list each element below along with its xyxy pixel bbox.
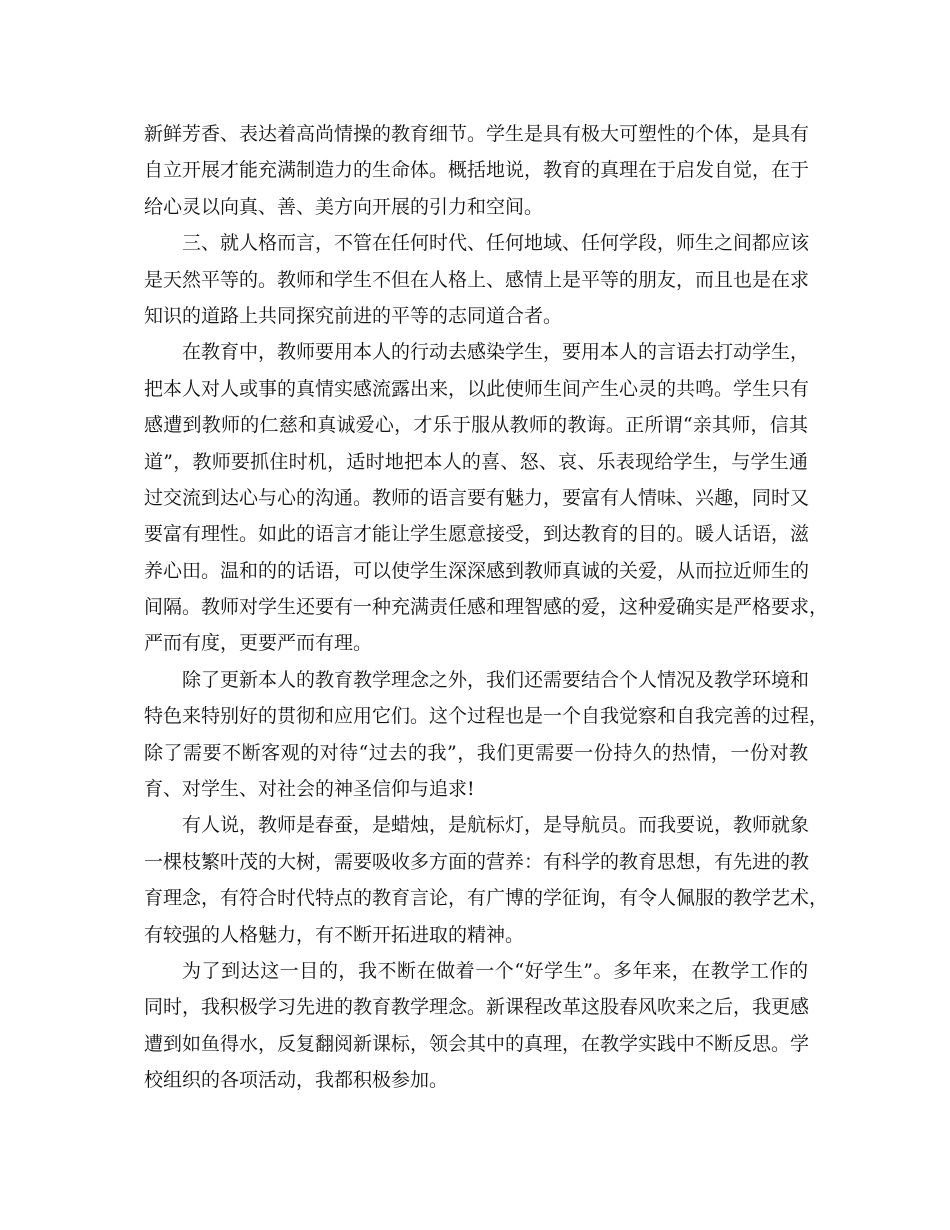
text-line: 除了需要不断客观的对待“过去的我”，我们更需要一份持久的热情，一份对教 <box>144 741 808 764</box>
text-line: 是天然平等的。教师和学生不但在人格上、感情上是平等的朋友，而且也是在求 <box>144 268 810 291</box>
text-line: 知识的道路上共同探究前进的平等的志同道合者。 <box>144 304 563 327</box>
text-line: 一棵枝繁叶茂的大树，需要吸收多方面的营养：有科学的教育思想，有先进的教 <box>144 850 810 873</box>
paragraph <box>144 662 829 808</box>
text-line: 要富有理性。如此的语言才能让学生愿意接受，到达教育的目的。暖人话语，滋 <box>144 523 810 546</box>
paragraph <box>144 225 808 334</box>
paragraph <box>144 116 808 225</box>
text-line: 三、就人格而言，不管在任何时代、任何地域、任何学段，师生之间都应该 <box>182 232 810 255</box>
text-line: 特色来特别好的贯彻和应用它们。这个过程也是一个自我觉察和自我完善的过程， <box>144 705 829 728</box>
text-line: 养心田。温和的的话语，可以使学生深深感到教师真诚的关爱，从而拉近师生的 <box>144 559 810 582</box>
text-line: 遭到如鱼得水，反复翻阅新课标，领会其中的真理，在教学实践中不断反思。学 <box>144 1032 810 1055</box>
text-line: 育、对学生、对社会的神圣信仰与追求! <box>144 778 475 801</box>
paragraph <box>144 807 829 953</box>
text-line: 间隔。教师对学生还要有一种充满责任感和理智感的爱，这种爱确实是严格要求， <box>144 596 829 619</box>
text-line: 校组织的各项活动，我都积极参加。 <box>144 1069 449 1092</box>
document-body <box>144 116 829 1099</box>
text-line: 为了到达这一目的，我不断在做着一个“好学生”。多年来，在教学工作的 <box>182 959 808 982</box>
text-line: 把本人对人或事的真情实感流露出来，以此使师生间产生心灵的共鸣。学生只有 <box>144 377 810 400</box>
text-line: 过交流到达心与心的沟通。教师的语言要有魅力，要富有人情味、兴趣，同时又 <box>144 486 810 509</box>
text-line: 有较强的人格魅力，有不断开拓进取的精神。 <box>144 923 525 946</box>
paragraph <box>144 334 829 662</box>
text-line: 在教育中，教师要用本人的行动去感染学生，要用本人的言语去打动学生， <box>182 341 810 364</box>
text-line: 除了更新本人的教育教学理念之外，我们还需要结合个人情况及教学环境和 <box>182 668 810 691</box>
paragraph <box>144 953 808 1099</box>
text-line: 感遭到教师的仁慈和真诚爱心，才乐于服从教师的教诲。正所谓“亲其师，信其 <box>144 414 808 437</box>
text-line: 有人说，教师是春蚕，是蜡烛，是航标灯，是导航员。而我要说，教师就象 <box>182 814 810 837</box>
text-line: 道”，教师要抓住时机，适时地把本人的喜、怒、哀、乐表现给学生，与学生通 <box>144 450 808 473</box>
text-line: 育理念，有符合时代特点的教育言论，有广博的学征询，有令人佩服的教学艺术， <box>144 887 829 910</box>
text-line: 给心灵以向真、善、美方向开展的引力和空间。 <box>144 195 544 218</box>
text-line: 新鲜芳香、表达着高尚情操的教育细节。学生是具有极大可塑性的个体，是具有 <box>144 123 810 145</box>
text-line: 严而有度，更要严而有理。 <box>144 632 373 655</box>
text-line: 自立开展才能充满制造力的生命体。概括地说，教育的真理在于启发自觉，在于 <box>144 159 810 182</box>
text-line: 同时，我积极学习先进的教育教学理念。新课程改革这股春风吹来之后，我更感 <box>144 996 810 1019</box>
